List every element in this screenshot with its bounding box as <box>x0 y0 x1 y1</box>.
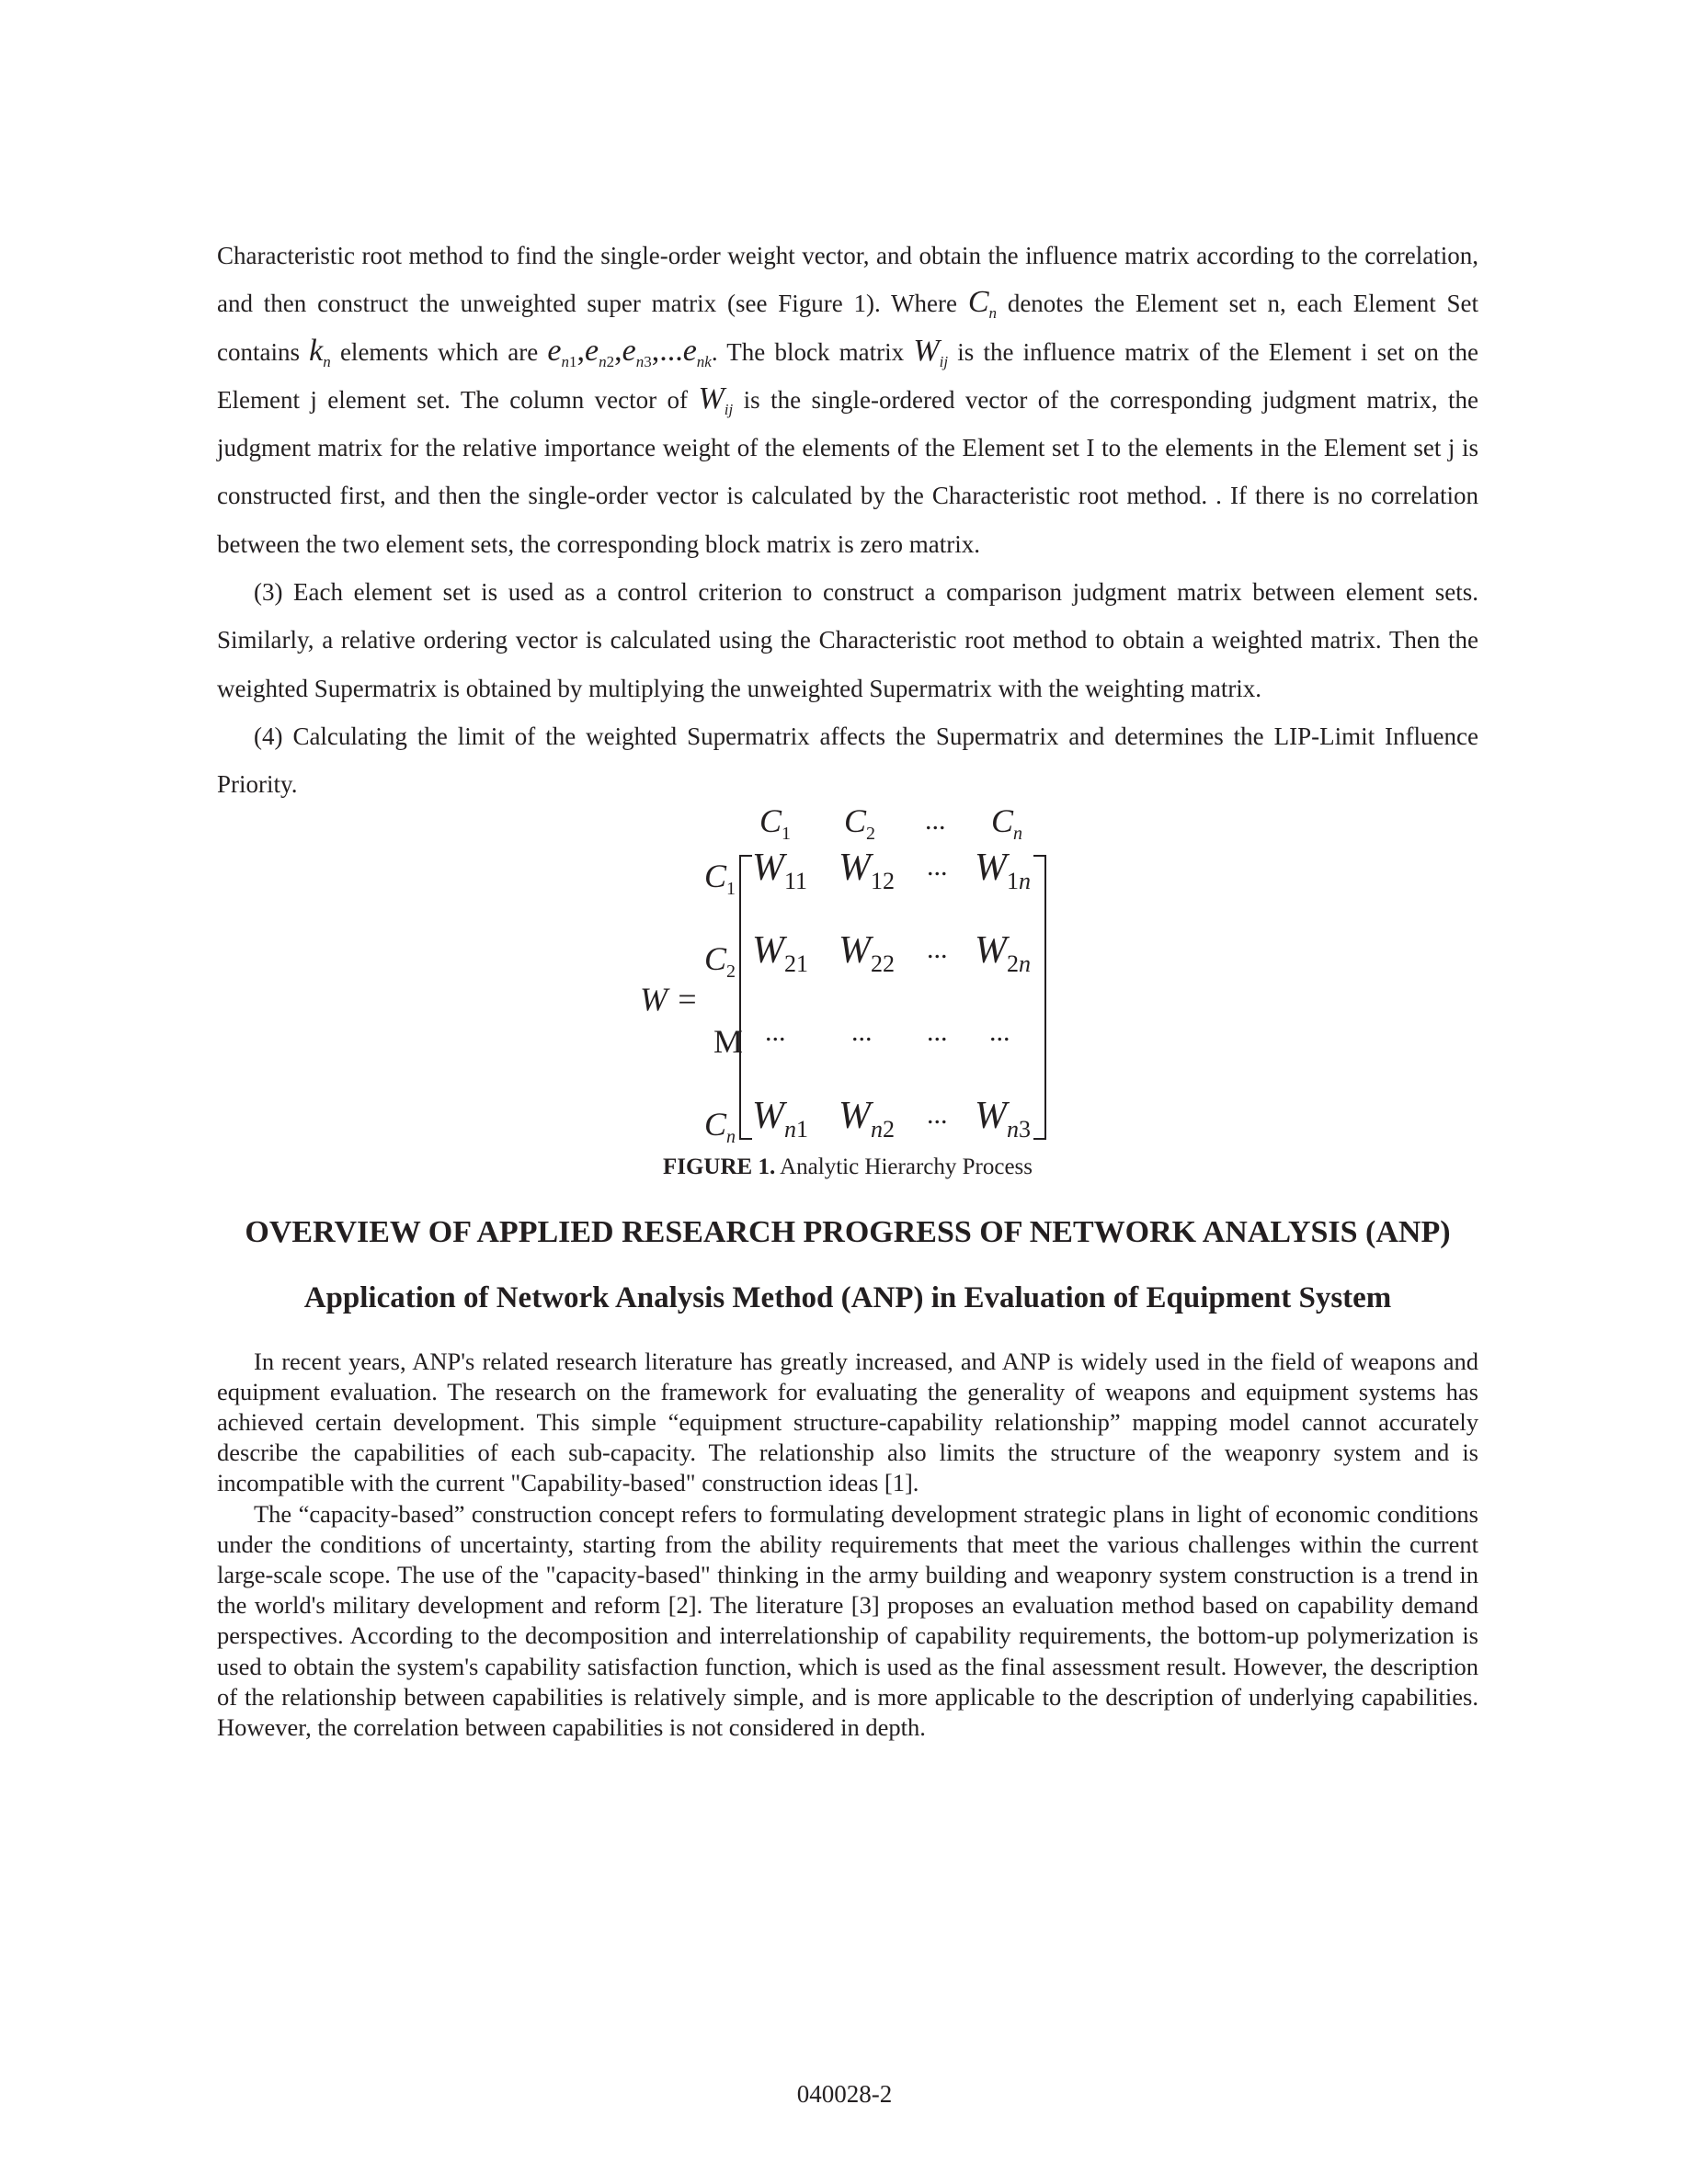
matrix-left-bracket <box>739 855 752 1140</box>
paragraph-anp-literature: In recent years, ANP's related research literature has greatly increased, and ANP is widely used in the field of weapons and equipment evaluation. The research on the framework for evaluating the generality of weapons and equipment systems has achieved certain development. This simple “equipment structure-capability relationship” mapping model cannot accurately describe the capabilities of each sub-capacity. The relationship also limits the structure of the weaponry system and is incompatible with the current "Capability-based" construction ideas [1]. <box>217 1347 1478 1497</box>
cell-w21: $W_{21}$ <box>752 928 808 977</box>
math-wij: $W_{ij}$ <box>913 333 949 370</box>
cell-dots-r1: ... <box>927 850 948 882</box>
supermatrix-figure <box>217 802 1478 1155</box>
paragraph-step-4: (4) Calculating the limit of the weighted Supermatrix affects the Supermatrix and determines the LIP-Limit Influence Priority. <box>217 722 1478 799</box>
cell-wn2: $W_{n2}$ <box>839 1094 895 1143</box>
section-heading: OVERVIEW OF APPLIED RESEARCH PROGRESS OF NETWORK ANALYSIS (ANP) <box>245 1214 1451 1249</box>
cell-w22: $W_{22}$ <box>839 928 895 977</box>
matrix-right-bracket <box>1033 855 1046 1140</box>
cell-w2n: $W_{2n}$ <box>975 928 1031 977</box>
page-content <box>217 232 1478 1743</box>
cell-dots-r3c1: ... <box>765 1016 786 1047</box>
cell-w12: $W_{12}$ <box>839 846 895 894</box>
cell-dots-r3c4: ... <box>989 1016 1010 1047</box>
cell-wn1: $W_{n1}$ <box>752 1094 808 1143</box>
paragraph-step-3: (3) Each element set is used as a control criterion to construct a comparison judgment matrix between element sets. Similarly, a relative ordering vector is calculated using the Characteristic root method to obtain a weighted matrix. Then the weighted Supermatrix is obtained by multiplying the unweighted Supermatrix with the weighting matrix. <box>217 578 1478 702</box>
math-element-list: $e_{n1},e_{n2},e_{n3},...e_{nk}$ <box>547 333 712 370</box>
figure-caption: FIGURE 1. Analytic Hierarchy Process <box>662 1154 1033 1179</box>
col-header-c2: $C_2$ <box>844 802 876 844</box>
cell-dots-r3c2: ... <box>851 1016 873 1047</box>
paragraph-capacity-based: The “capacity-based” construction concept refers to formulating development strategic plans in light of economic conditions under the conditions of uncertainty, starting from the ability requirements that meet the various challenges within the current large-scale scope. The use of the "capacity-based" thinking in the army building and weaponry system construction is a trend in the world's military development and reform [2]. The literature [3] proposes an evaluation method based on capability demand perspectives. According to the decomposition and interrelationship of capability requirements, the bottom-up polymerization is used to obtain the system's capability satisfaction function, which is used as the final assessment result. However, the description of the relationship between capabilities is relatively simple, and is more applicable to the description of underlying capabilities. However, the correlation between capabilities is not considered in depth. <box>217 1499 1478 1741</box>
math-kn: $k_n$ <box>309 333 331 370</box>
page-number: 040028-2 <box>796 2080 893 2108</box>
col-header-cn: $C_n$ <box>991 802 1023 844</box>
cell-w11: $W_{11}$ <box>752 846 808 894</box>
row-header-cn: $C_n$ <box>704 1105 736 1147</box>
math-wij-2: $W_{ij}$ <box>698 381 734 418</box>
col-header-c1: $C_1$ <box>759 802 792 844</box>
subsection-heading: Application of Network Analysis Method (ANP) in Evaluation of Equipment System <box>303 1280 1392 1314</box>
matrix-lhs: W = <box>640 980 699 1018</box>
row-header-c2: $C_2$ <box>704 939 736 982</box>
row-header-m: M <box>713 1022 744 1060</box>
cell-wn3: $W_{n3}$ <box>975 1094 1031 1143</box>
cell-w1n: $W_{1n}$ <box>975 846 1031 894</box>
cell-dots-r2: ... <box>927 933 948 964</box>
row-header-c1: $C_1$ <box>704 857 736 899</box>
cell-dots-r4: ... <box>927 1098 948 1130</box>
math-cn: $C_n$ <box>967 285 998 323</box>
cell-dots-r3c3: ... <box>927 1016 948 1047</box>
paragraph-ahp-supermatrix: Characteristic root method to find the single-order weight vector, and obtain the influence matrix according to the correlation, and then construct the unweighted super matrix (see Figure 1). Where $C_n$ denotes the Element set n, each Element Set contains $k_n$ elements which are $e_{n1},e_{n2},e_{n3},...e_{nk}$. The block matrix $W_{ij}$ is the influence matrix of the Element i set on the Element j element set. The column vector of $W_{ij}$ is the single-ordered vector of the corresponding judgment matrix, the judgment matrix for the relative importance weight of the elements of the Element set I to the elements in the Element set j is constructed first, and then the single-order vector is calculated by the Characteristic root method. . If there is no correlation between the two element sets, the corresponding block matrix is zero matrix. <box>217 242 1479 558</box>
col-header-dots: ... <box>925 804 946 836</box>
